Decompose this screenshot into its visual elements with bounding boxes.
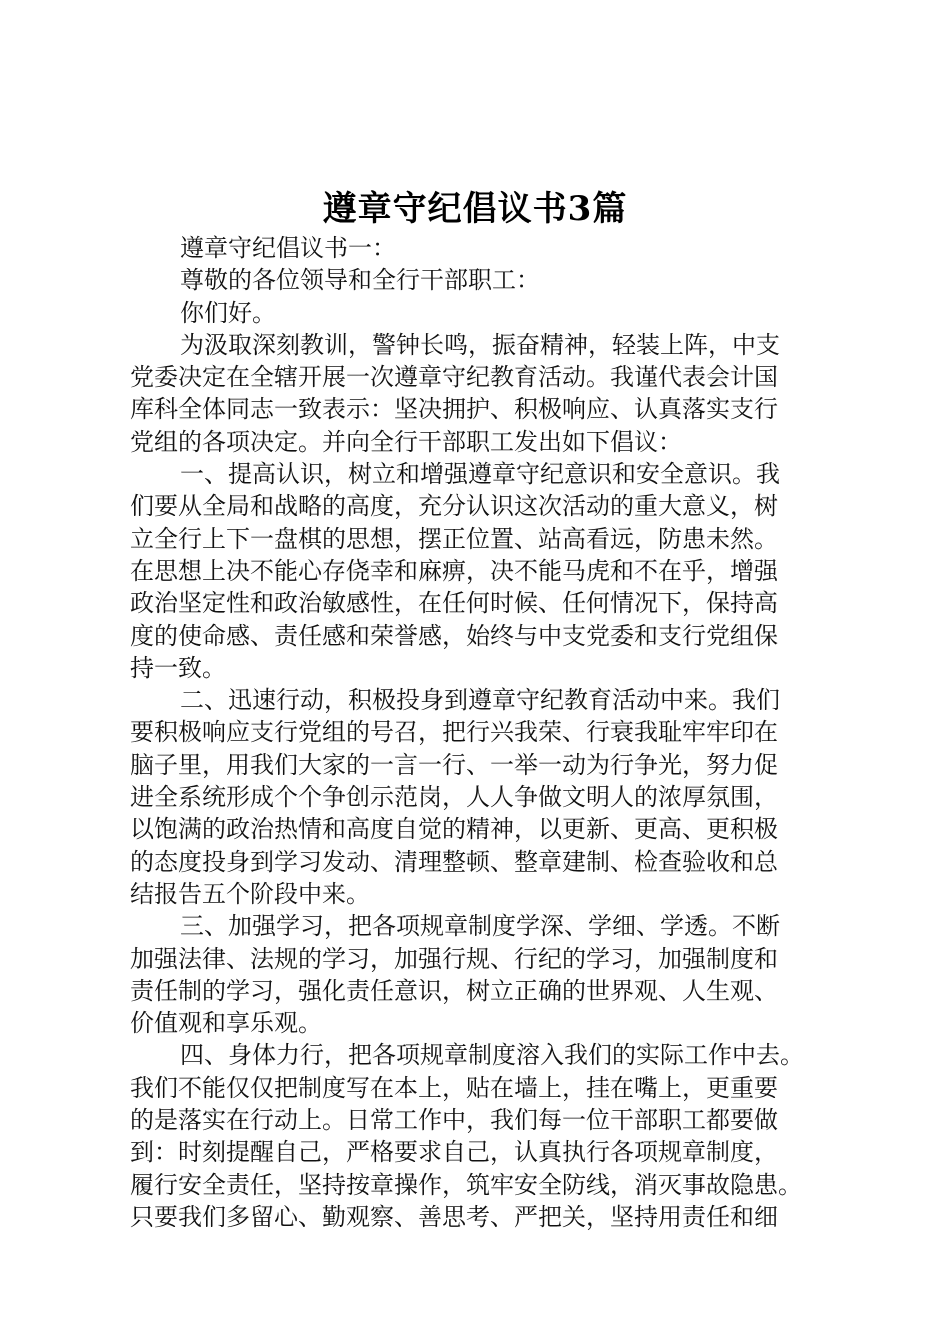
text-line: 一、提高认识，树立和增强遵章守纪意识和安全意识。我 <box>180 460 780 489</box>
text-line: 遵章守纪倡议书一： <box>180 234 396 262</box>
text-line: 三、加强学习，把各项规章制度学深、学细、学透。不断 <box>180 912 780 941</box>
text-line: 价值观和享乐观。 <box>130 1009 322 1038</box>
text-line: 只要我们多留心、勤观察、善思考、严把关，坚持用责任和细 <box>130 1202 778 1231</box>
text-line: 结报告五个阶段中来。 <box>130 879 370 908</box>
text-line: 进全系统形成个个争创示范岗，人人争做文明人的浓厚氛围， <box>130 783 778 812</box>
text-line: 加强法律、法规的学习，加强行规、行纪的学习，加强制度和 <box>130 944 778 973</box>
text-line: 们要从全局和战略的高度，充分认识这次活动的重大意义，树 <box>130 492 778 521</box>
text-line: 度的使命感、责任感和荣誉感，始终与中支党委和支行党组保 <box>130 621 778 650</box>
text-line: 脑子里，用我们大家的一言一行、一举一动为行争光，努力促 <box>130 750 778 779</box>
text-line: 库科全体同志一致表示：坚决拥护、积极响应、认真落实支行 <box>130 395 778 424</box>
text-line: 要积极响应支行党组的号召，把行兴我荣、行衰我耻牢牢印在 <box>130 718 778 747</box>
text-line: 持一致。 <box>130 653 226 682</box>
text-line: 责任制的学习，强化责任意识，树立正确的世界观、人生观、 <box>130 976 778 1005</box>
text-line: 政治坚定性和政治敏感性，在任何时候、任何情况下，保持高 <box>130 589 778 618</box>
text-line: 二、迅速行动，积极投身到遵章守纪教育活动中来。我们 <box>180 686 780 715</box>
text-line: 你们好。 <box>180 298 276 327</box>
text-line: 为汲取深刻教训，警钟长鸣，振奋精神，轻装上阵，中支 <box>180 330 780 359</box>
text-line: 的态度投身到学习发动、清理整顿、整章建制、检查验收和总 <box>130 847 778 876</box>
text-line: 到：时刻提醒自己，严格要求自己，认真执行各项规章制度， <box>130 1138 778 1167</box>
text-line: 党委决定在全辖开展一次遵章守纪教育活动。我谨代表会计国 <box>130 363 778 392</box>
document-title: 遵章守纪倡议书3篇 <box>322 189 628 229</box>
text-line: 尊敬的各位领导和全行干部职工： <box>180 266 540 295</box>
text-line: 以饱满的政治热情和高度自觉的精神，以更新、更高、更积极 <box>130 815 778 844</box>
text-line: 四、身体力行，把各项规章制度溶入我们的实际工作中去。 <box>180 1041 804 1070</box>
text-line: 党组的各项决定。并向全行干部职工发出如下倡议： <box>130 427 682 456</box>
text-line: 在思想上决不能心存侥幸和麻痹，决不能马虎和不在乎，增强 <box>130 556 778 585</box>
text-line: 立全行上下一盘棋的思想，摆正位置、站高看远，防患未然。 <box>130 524 778 553</box>
text-line: 履行安全责任，坚持按章操作，筑牢安全防线，消灭事故隐患。 <box>130 1170 802 1199</box>
text-line: 的是落实在行动上。日常工作中，我们每一位干部职工都要做 <box>130 1106 778 1135</box>
document-body <box>130 232 842 1233</box>
text-line: 我们不能仅仅把制度写在本上，贴在墙上，挂在嘴上，更重要 <box>130 1073 778 1102</box>
